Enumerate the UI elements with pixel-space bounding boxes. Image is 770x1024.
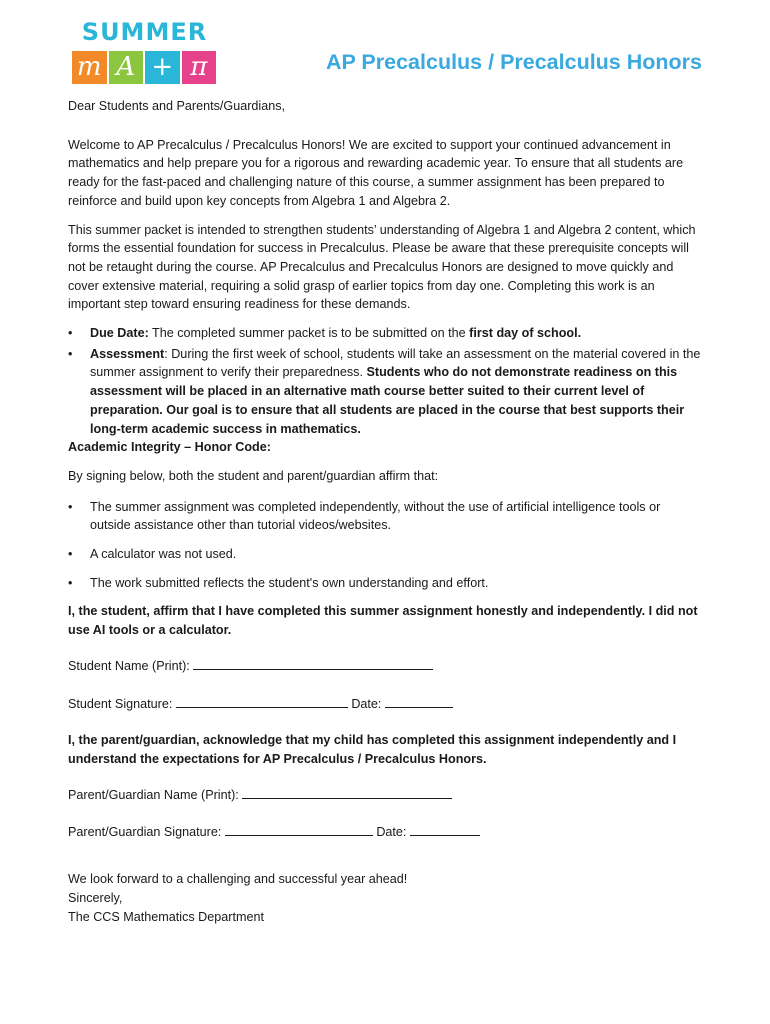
assessment-item bbox=[68, 345, 704, 439]
student-signature-field[interactable] bbox=[176, 695, 348, 708]
closing-salutation: Sincerely, bbox=[68, 890, 123, 905]
welcome-paragraph: Welcome to AP Precalculus / Precalculus Honors! We are excited to support your continued advancement in mathematics and help prepare you for a rigorous and rewarding academic year. To ensure that all students are ready for the fast-paced and challenging nature of this course, a summer assignment has been prepared to reinforce and build upon key concepts from Algebra 1 and Algebra 2. bbox=[68, 137, 684, 208]
assessment-bold: Students who do not demonstrate readiness on this assessment will be placed in an alternative math course better suited to their current level of preparation. Our goal is to ensure that all students are placed in the course that best supports their long-term academic success in mathematics. bbox=[90, 365, 685, 436]
requirements-list bbox=[68, 324, 704, 438]
due-date-item bbox=[68, 324, 704, 343]
honor-code-intro: By signing below, both the student and parent/guardian affirm that: bbox=[68, 468, 439, 483]
student-date-label: Date: bbox=[347, 696, 385, 711]
parent-name-label: Parent/Guardian Name (Print): bbox=[68, 787, 243, 802]
parent-date-field[interactable] bbox=[410, 823, 480, 836]
student-name-label: Student Name (Print): bbox=[68, 658, 194, 673]
letter-body bbox=[68, 97, 704, 926]
parent-signature-field[interactable] bbox=[225, 823, 373, 836]
parent-acknowledgement-text: I, the parent/guardian, acknowledge that my child has completed this assignment independently and I understand the expectations for AP Precalculus / Precalculus Honors. bbox=[68, 733, 677, 766]
parent-name-field[interactable] bbox=[242, 786, 452, 799]
honor-item: • The summer assignment was completed independently, without the use of artificial intelligence tools or outside assistance other than tutorial videos/websites. bbox=[68, 498, 704, 535]
student-signature-row bbox=[68, 695, 704, 714]
student-signature-label: Student Signature: bbox=[68, 696, 176, 711]
honor-item: • A calculator was not used. bbox=[68, 545, 704, 564]
student-name-field[interactable] bbox=[193, 657, 433, 670]
parent-acknowledgement bbox=[68, 731, 704, 768]
assessment-label: Assessment bbox=[90, 346, 165, 361]
logo-tile-plus: + bbox=[145, 51, 180, 84]
logo-tile-a: A bbox=[109, 51, 144, 84]
student-name-row bbox=[68, 657, 704, 676]
due-date-label: Due Date: bbox=[90, 326, 149, 341]
honor-code-list bbox=[68, 498, 704, 593]
assessment-text: : During the first week of school, students will take an assessment on the material covered in the summer assignment to verify their preparedness. bbox=[90, 346, 701, 380]
due-date-bold: first day of school. bbox=[469, 326, 582, 341]
logo-tiles bbox=[72, 51, 216, 84]
logo-tile-m: m bbox=[72, 51, 107, 84]
greeting: Dear Students and Parents/Guardians, bbox=[68, 99, 286, 113]
honor-item: • The work submitted reflects the student's own understanding and effort. bbox=[68, 574, 704, 593]
summer-math-logo bbox=[72, 18, 217, 84]
student-affirmation-text: I, the student, affirm that I have completed this summer assignment honestly and independently. I did not use AI tools or a calculator. bbox=[68, 604, 698, 638]
honor-code-heading-text: Academic Integrity – Honor Code: bbox=[68, 440, 271, 455]
parent-name-row bbox=[68, 786, 704, 805]
honor-code-heading bbox=[68, 438, 704, 457]
logo-word: SUMMER bbox=[81, 18, 208, 46]
page-title: AP Precalculus / Precalculus Honors bbox=[325, 50, 702, 74]
due-date-text: The completed summer packet is to be submitted on the bbox=[148, 326, 470, 341]
student-date-field[interactable] bbox=[385, 695, 453, 708]
closing-line: We look forward to a challenging and successful year ahead! bbox=[68, 872, 408, 887]
parent-date-label: Date: bbox=[372, 825, 410, 840]
closing-signature: The CCS Mathematics Department bbox=[68, 909, 264, 924]
parent-signature-row bbox=[68, 823, 704, 842]
packet-paragraph: This summer packet is intended to strengthen students’ understanding of Algebra 1 and Algebra 2 content, which forms the essential foundation for success in Precalculus. Please be aware that these prerequisite concepts will not be retaught during the course. AP Precalculus and Precalculus Honors are designed to move quickly and cover extensive material, requiring a solid grasp of earlier topics from day one. Completing this work is an important step toward ensuring readiness for these demands. bbox=[68, 222, 696, 312]
student-affirmation bbox=[68, 602, 704, 639]
parent-signature-label: Parent/Guardian Signature: bbox=[68, 825, 225, 840]
logo-tile-pi: π bbox=[182, 51, 217, 84]
